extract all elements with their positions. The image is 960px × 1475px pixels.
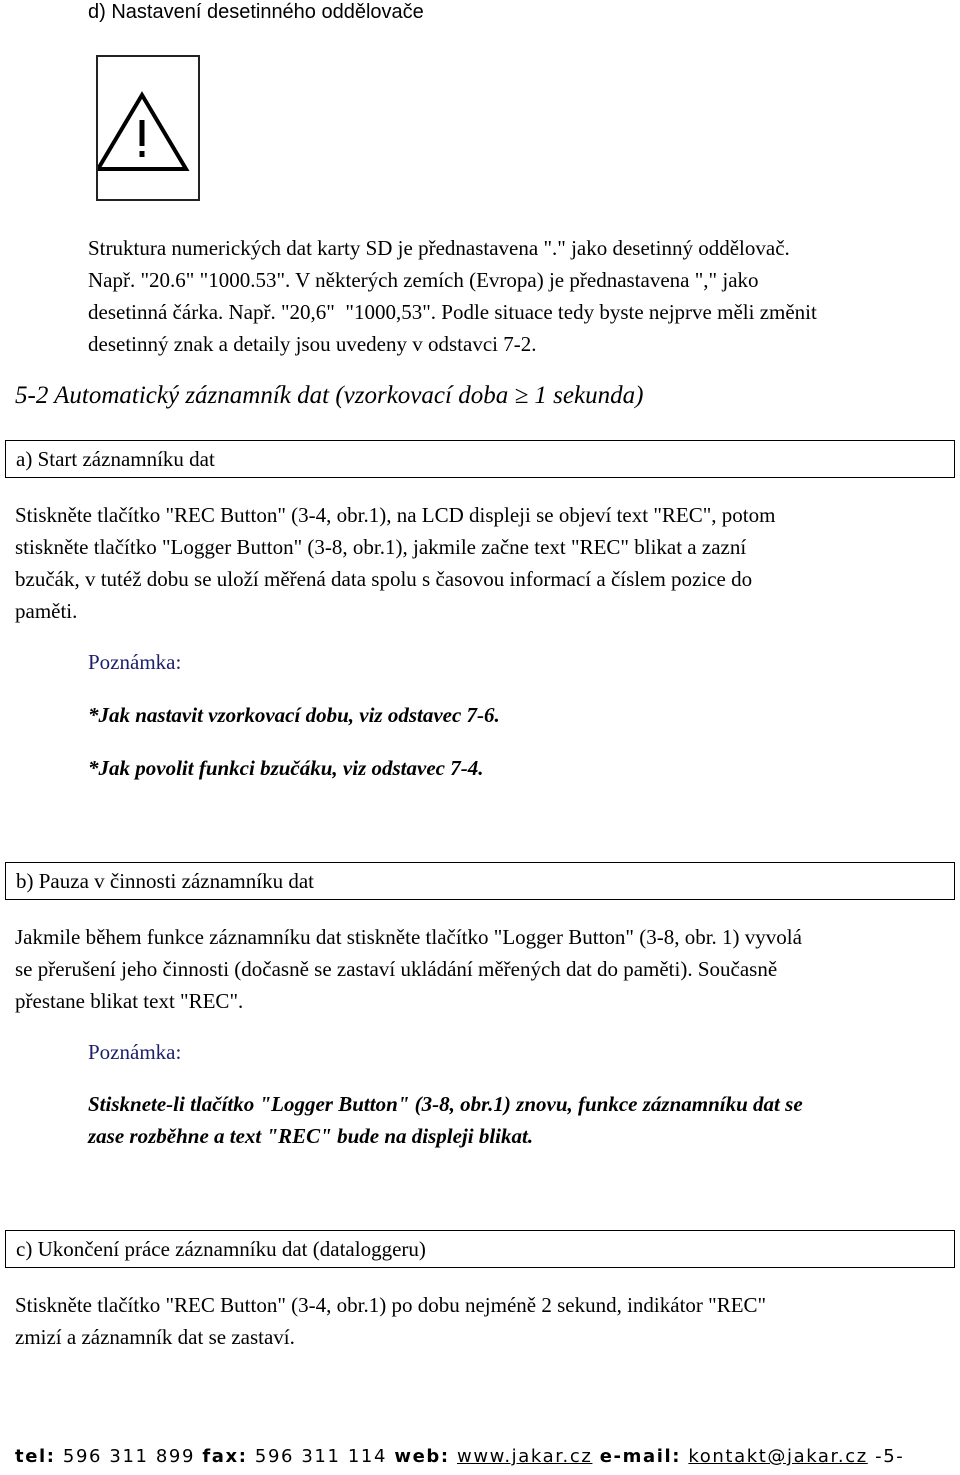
fax-label: fax: xyxy=(202,1446,248,1467)
web-label: web: xyxy=(394,1446,450,1467)
section-heading: 5-2 Automatický záznamník dat (vzorkovací doba ≥ 1 sekunda) xyxy=(15,382,644,409)
body-line: stiskněte tlačítko "Logger Button" (3-8, obr.1), jakmile začne text "REC" blikat a zazní xyxy=(15,535,747,559)
body-line: se přerušení jeho činnosti (dočasně se zastaví ukládání měřených dat do paměti). Současně xyxy=(15,957,778,981)
note-line: zase rozběhne a text "REC" bude na displeji blikat. xyxy=(88,1124,534,1148)
section-b-title: b) Pauza v činnosti záznamníku dat xyxy=(5,862,955,900)
section-b-body xyxy=(15,921,945,1017)
body-line: Struktura numerických dat karty SD je přednastavena "." jako desetinný oddělovač. xyxy=(88,236,790,260)
section-d-body xyxy=(88,232,817,360)
page-footer xyxy=(15,1446,904,1467)
section-a-body xyxy=(15,499,945,627)
section-a-title: a) Start záznamníku dat xyxy=(5,440,955,478)
section-d-title: d) Nastavení desetinného oddělovače xyxy=(88,1,424,23)
body-line: přestane blikat text "REC". xyxy=(15,989,244,1013)
body-line: Stiskněte tlačítko "REC Button" (3-4, obr.1) po dobu nejméně 2 sekund, indikátor "REC" xyxy=(15,1293,767,1317)
body-line: zmizí a záznamník dat se zastaví. xyxy=(15,1325,295,1349)
note-line: *Jak povolit funkci bzučáku, viz odstavec 7-4. xyxy=(88,756,484,780)
note-line: *Jak nastavit vzorkovací dobu, viz odstavec 7-6. xyxy=(88,703,500,727)
email-label: e-mail: xyxy=(599,1446,682,1467)
section-c-body xyxy=(15,1289,945,1353)
fax-number: 596 311 114 xyxy=(254,1446,388,1467)
body-line: Stiskněte tlačítko "REC Button" (3-4, obr.1), na LCD displeji se objeví text "REC", potom xyxy=(15,503,776,527)
note-label: Poznámka: xyxy=(88,650,182,674)
body-line: desetinná čárka. Např. "20,6" "1000,53". Podle situace tedy byste nejprve měli změnit xyxy=(88,300,817,324)
tel-number: 596 311 899 xyxy=(62,1446,196,1467)
note-line: Stisknete-li tlačítko "Logger Button" (3-8, obr.1) znovu, funkce záznamníku dat se xyxy=(88,1092,803,1116)
body-line: desetinný znak a detaily jsou uvedeny v odstavci 7-2. xyxy=(88,332,537,356)
email-link[interactable]: kontakt@jakar.cz xyxy=(688,1446,868,1467)
body-line: Např. "20.6" "1000.53". V některých zemích (Evropa) je přednastavena "," jako xyxy=(88,268,759,292)
warning-triangle-icon xyxy=(98,57,198,199)
note-label: Poznámka: xyxy=(88,1040,182,1064)
web-link[interactable]: www.jakar.cz xyxy=(457,1446,593,1467)
body-line: bzučák, v tutéž dobu se uloží měřená data spolu s časovou informací a číslem pozice do xyxy=(15,567,753,591)
page-number: -5- xyxy=(875,1446,905,1467)
section-c-title: c) Ukončení práce záznamníku dat (dataloggeru) xyxy=(5,1230,955,1268)
warning-box xyxy=(96,55,200,201)
tel-label: tel: xyxy=(15,1446,56,1467)
body-line: Jakmile během funkce záznamníku dat stiskněte tlačítko "Logger Button" (3-8, obr. 1) vyvolá xyxy=(15,925,802,949)
body-line: paměti. xyxy=(15,599,78,623)
